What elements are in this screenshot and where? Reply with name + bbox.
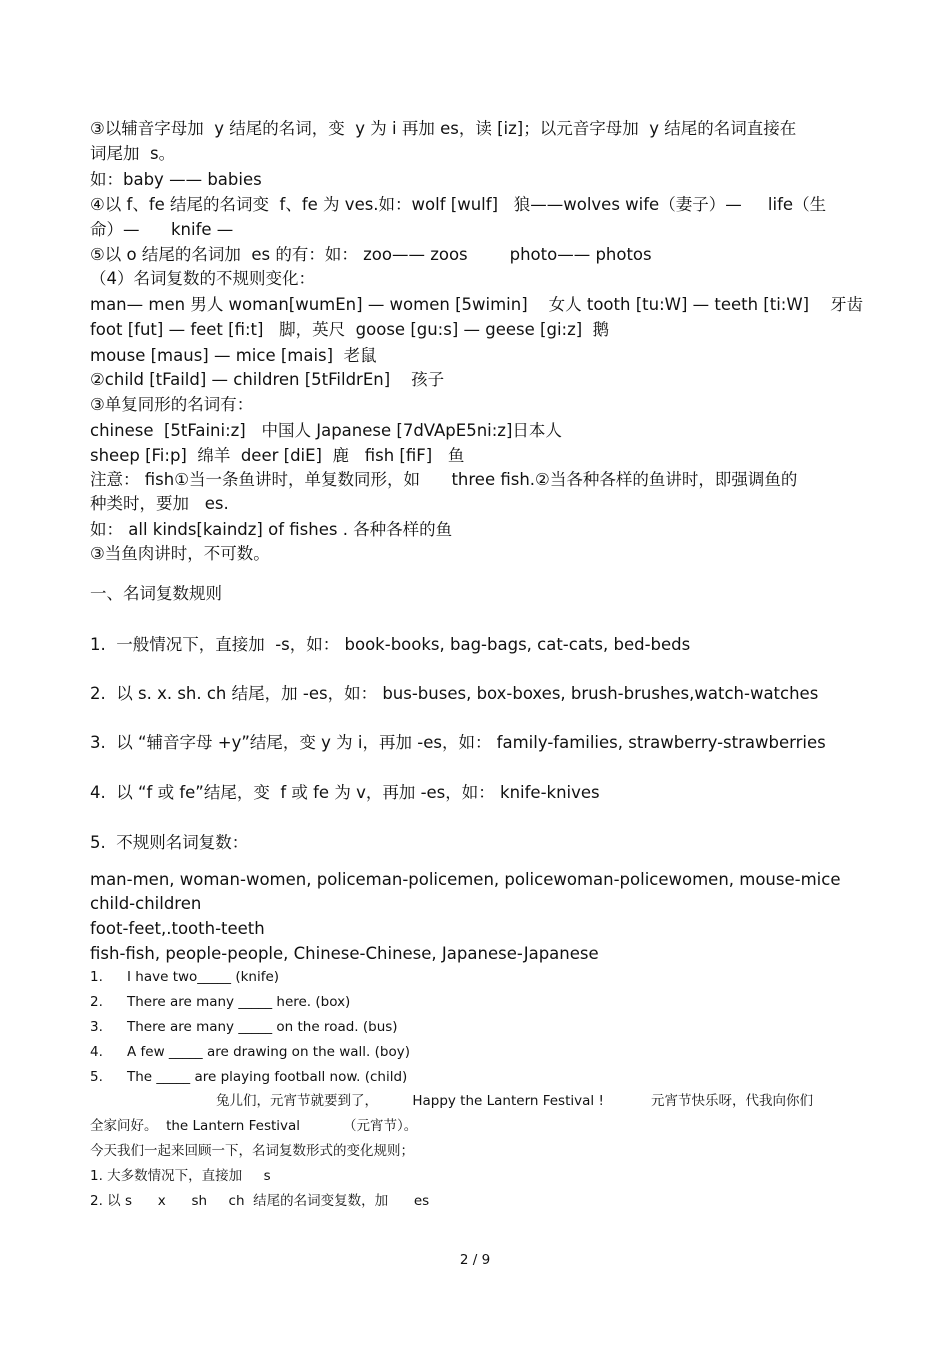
text-line: 如：baby —— babies bbox=[90, 170, 262, 189]
exercise-number: 3. bbox=[90, 1019, 103, 1035]
exercise-item bbox=[90, 1044, 410, 1060]
text-line: fish-fish, people-people, Chinese-Chinese, Japanese-Japanese bbox=[90, 944, 599, 963]
note-line: 全家问好。 the Lantern Festival （元宵节）。 bbox=[90, 1118, 418, 1134]
text-line: （4）名词复数的不规则变化： bbox=[90, 269, 315, 288]
text-line: ②child [tFaild] — children [5tFildrEn] 孩子 bbox=[90, 370, 445, 389]
text-line: ③以辅音字母加 y 结尾的名词，变 y 为 i 再加 es，读 [iz]；以元音字母加 y 结尾的名词直接在 bbox=[90, 119, 797, 138]
exercise-text: A few _____ are drawing on the wall. (boy) bbox=[127, 1044, 410, 1060]
text-line: 5. 不规则名词复数： bbox=[90, 833, 249, 852]
exercise-text: There are many _____ on the road. (bus) bbox=[127, 1019, 398, 1035]
exercise-text: The _____ are playing football now. (child) bbox=[127, 1069, 408, 1085]
exercise-item bbox=[90, 1069, 407, 1085]
text-line: mouse [maus] — mice [mais] 老鼠 bbox=[90, 346, 377, 365]
exercise-item bbox=[90, 994, 350, 1010]
exercise-number: 4. bbox=[90, 1044, 103, 1060]
text-line: 词尾加 s。 bbox=[90, 144, 176, 163]
note-line: 1. 大多数情况下，直接加 s bbox=[90, 1168, 271, 1184]
exercise-item bbox=[90, 969, 279, 985]
text-line: 命）— knife — bbox=[90, 220, 234, 239]
text-line: sheep [Fi:p] 绵羊 deer [diE] 鹿 fish [fiF] 鱼 bbox=[90, 446, 465, 465]
text-line: man-men, woman-women, policeman-policemen, policewoman-policewomen, mouse-mice bbox=[90, 870, 841, 889]
page-number: 2 / 9 bbox=[459, 1252, 491, 1268]
text-line: 3. 以 “辅音字母 +y”结尾，变 y 为 i，再加 -es，如： family-families, strawberry-strawberries bbox=[90, 733, 826, 752]
text-line: foot [fut] — feet [fi:t] 脚，英尺 goose [gu:s] — geese [gi:z] 鹅 bbox=[90, 320, 610, 339]
exercise-number: 2. bbox=[90, 994, 103, 1010]
text-line: child-children bbox=[90, 894, 202, 913]
text-line: foot-feet,.tooth-teeth bbox=[90, 919, 265, 938]
text-line: chinese [5tFaini:z] 中国人 Japanese [7dVApE5ni:z]日本人 bbox=[90, 421, 562, 440]
exercise-number: 5. bbox=[90, 1069, 103, 1085]
text-line: 1. 一般情况下，直接加 -s，如： book-books, bag-bags, cat-cats, bed-beds bbox=[90, 635, 691, 654]
note-line: 今天我们一起来回顾一下，名词复数形式的变化规则； bbox=[90, 1143, 414, 1159]
text-line: 注意： fish①当一条鱼讲时，单复数同形，如 three fish.②当各种各样的鱼讲时，即强调鱼的 bbox=[90, 470, 798, 489]
text-line: ④以 f、fe 结尾的名词变 f、fe 为 ves.如：wolf [wulf] 狼——wolves wife（妻子）— life（生 bbox=[90, 195, 827, 214]
text-line: 种类时，要加 es. bbox=[90, 494, 229, 513]
text-line: 4. 以 “f 或 fe”结尾，变 f 或 fe 为 v，再加 -es，如： knife-knives bbox=[90, 783, 600, 802]
exercise-text: I have two_____ (knife) bbox=[127, 969, 280, 985]
text-line: man— men 男人 woman[wumEn] — women [5wimin] 女人 tooth [tu:W] — teeth [ti:W] 牙齿 bbox=[90, 295, 864, 314]
text-line: 如： all kinds[kaindz] of fishes . 各种各样的鱼 bbox=[90, 520, 453, 539]
exercise-number: 1. bbox=[90, 969, 103, 985]
note-line: 兔儿们，元宵节就要到了， Happy the Lantern Festival ! 元宵节快乐呀，代我向你们 bbox=[216, 1093, 814, 1109]
text-line: 2. 以 s. x. sh. ch 结尾，加 -es，如： bus-buses, box-boxes, brush-brushes,watch-watches bbox=[90, 684, 819, 703]
note-line: 2. 以 s x sh ch 结尾的名词变复数，加 es bbox=[90, 1193, 430, 1209]
exercise-item bbox=[90, 1019, 398, 1035]
text-line: ⑤以 o 结尾的名词加 es 的有：如： zoo—— zoos photo—— photos bbox=[90, 245, 652, 264]
text-line: ③单复同形的名词有： bbox=[90, 395, 254, 414]
text-line: ③当鱼肉讲时，不可数。 bbox=[90, 544, 270, 563]
text-line: 一、名词复数规则 bbox=[90, 584, 222, 603]
exercise-text: There are many _____ here. (box) bbox=[127, 994, 351, 1010]
